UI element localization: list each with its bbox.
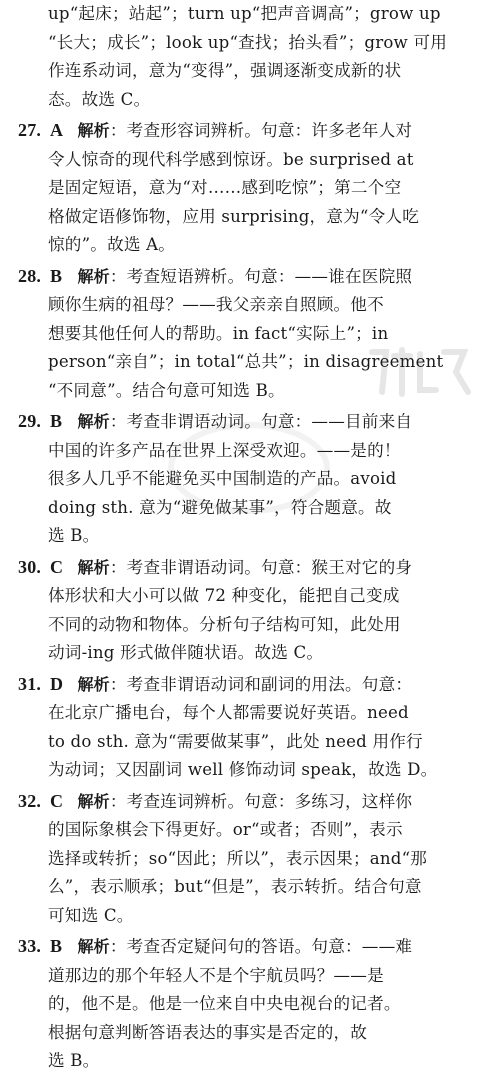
text-line: 动词-ing 形式做伴随状语。故选 C。: [48, 643, 324, 662]
text-line: 为动词；又因副词 well 修饰动词 speak，故选 D。: [48, 760, 438, 779]
faint-stamp-icon: [168, 422, 330, 514]
entry-32: [18, 787, 490, 931]
question-number: 29.: [18, 411, 42, 431]
text-line: doing sth. 意为“避免做某事”，符合题意。故: [48, 497, 392, 517]
text-line: 不同的动物和物体。分析句子结构可知，此处用: [48, 614, 401, 634]
answer-letter: A: [50, 120, 64, 140]
text-line: 在北京广播电台，每个人都需要说好英语。need: [48, 703, 409, 722]
watermark-logo-icon: [364, 342, 474, 402]
question-number: 32.: [18, 790, 42, 811]
entry-continued: [18, 0, 490, 114]
text-line: 很多人几乎不能避免买中国制造的产品。avoid: [48, 469, 397, 488]
answer-letter: D: [50, 673, 64, 694]
question-number: 27.: [18, 120, 42, 140]
text-line: 选 B。: [48, 526, 100, 545]
question-number: 28.: [18, 265, 42, 286]
entry-first-line: [18, 932, 490, 962]
text-line: 顾你生病的祖母？——我父亲亲自照顾。他不: [48, 295, 384, 314]
entry-27: [18, 116, 490, 260]
analysis-tag: 解析: [77, 557, 110, 577]
analysis-tag: 解析: [77, 121, 110, 140]
analysis-tag: 解析: [77, 674, 110, 694]
text-line: ：考查否定疑问句的答语。句意：——难: [109, 937, 413, 956]
text-line: 令人惊奇的现代科学感到惊讶。be surprised at: [48, 149, 414, 169]
entry-first-line: [18, 553, 490, 583]
text-line: ：考查非谓语动词。句意：猴王对它的身: [109, 557, 413, 577]
text-line: ：考查短语辨析。句意：——谁在医院照: [109, 266, 413, 286]
text-line: 想要其他任何人的帮助。in fact“实际上”；in: [48, 323, 389, 343]
entry-first-line: [18, 787, 490, 817]
analysis-tag: 解析: [77, 937, 110, 956]
text-line: to do sth. 意为“需要做某事”，此处 need 用作行: [48, 731, 423, 751]
text-line: 么”，表示顺承；but“但是”，表示转折。结合句意: [48, 877, 422, 896]
text-line: “长大；成长”；look up“查找；抬头看”；grow 可用: [48, 32, 447, 52]
entry-30: [18, 553, 490, 668]
text-line: 中国的许多产品在世界上深受欢迎。——是的！: [48, 440, 401, 460]
text-line: 的，他不是。他是一位来自中央电视台的记者。: [48, 994, 401, 1013]
text-line: 体形状和大小可以做 72 种变化，能把自己变成: [48, 586, 400, 605]
analysis-tag: 解析: [77, 412, 110, 431]
text-line: 态。故选 C。: [48, 89, 151, 109]
text-line: 选 B。: [48, 1051, 100, 1070]
analysis-tag: 解析: [77, 791, 110, 811]
entry-first-line: [18, 670, 490, 700]
analysis-tag: 解析: [77, 266, 110, 286]
text-line: 根据句意判断答语表达的事实是否定的，故: [48, 1022, 368, 1042]
entry-first-line: [18, 116, 490, 146]
text-line: ：考查连词辨析。句意：多练习，这样你: [109, 791, 413, 811]
answer-letter: C: [50, 790, 64, 811]
text-line: ：考查形容词辨析。句意：许多老年人对: [109, 121, 413, 140]
text-line: 惊的”。故选 A。: [48, 235, 176, 254]
answer-letter: B: [50, 411, 63, 431]
text-line: 格做定语修饰物，应用 surprising，意为“令人吃: [48, 206, 419, 226]
text-line: 选择或转折；so“因此；所以”，表示因果；and“那: [48, 848, 428, 868]
text-line: ：考查非谓语动词和副词的用法。句意：: [109, 674, 413, 694]
question-number: 31.: [18, 673, 42, 694]
entry-33: [18, 932, 490, 1076]
answer-letter: C: [50, 556, 64, 577]
question-number: 33.: [18, 936, 42, 956]
answer-letter: B: [50, 936, 63, 956]
text-line: 道那边的那个年轻人不是个宇航员吗？——是: [48, 965, 384, 985]
text-line: person“亲自”；in total“总共”；in disagreement: [48, 352, 444, 371]
text-line: ：考查非谓语动词。句意：——目前来自: [109, 412, 413, 431]
question-number: 30.: [18, 556, 42, 577]
entry-31: [18, 670, 490, 785]
text-line: up“起床；站起”；turn up“把声音调高”；grow up: [48, 4, 441, 23]
entry-first-line: [18, 262, 490, 292]
text-line: 是固定短语，意为“对……感到吃惊”；第二个空: [48, 178, 402, 197]
text-line: 的国际象棋会下得更好。or“或者；否则”，表示: [48, 820, 403, 839]
answer-letter: B: [50, 265, 63, 286]
text-line: 可知选 C。: [48, 905, 134, 925]
text-line: 作连系动词，意为“变得”，强调逐渐变成新的状: [48, 61, 402, 80]
text-line: “不同意”。结合句意可知选 B。: [48, 380, 285, 400]
